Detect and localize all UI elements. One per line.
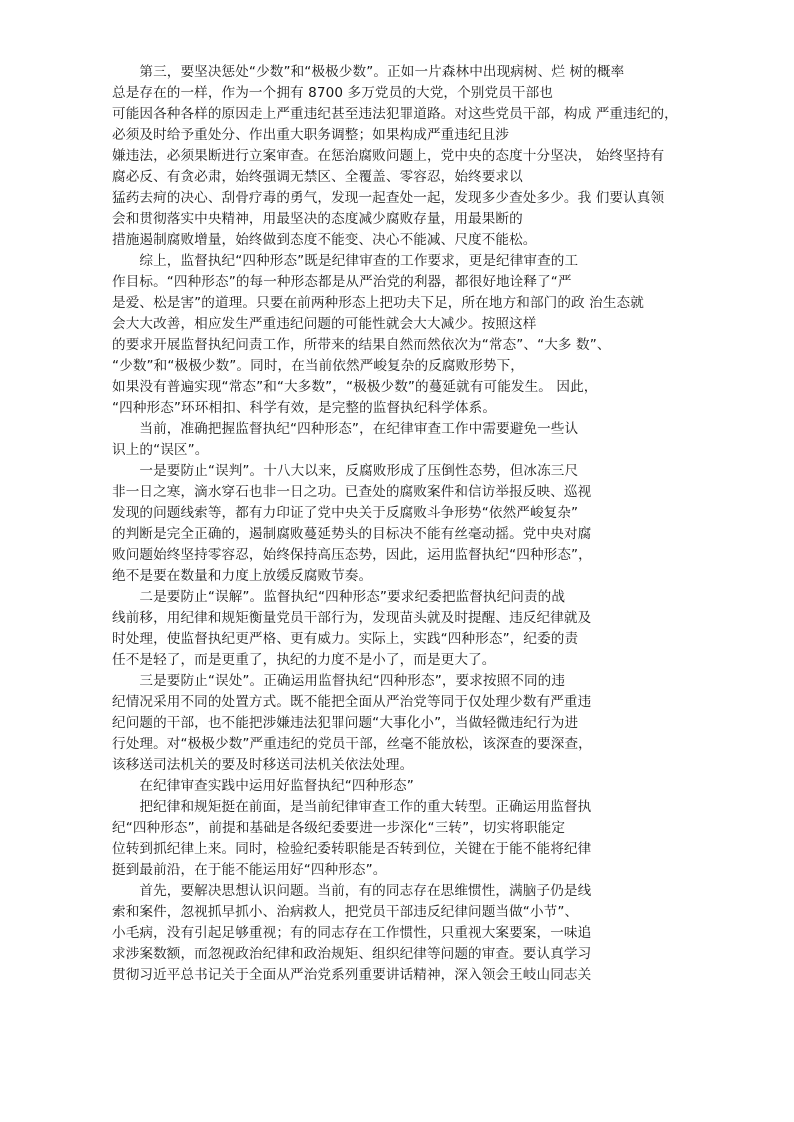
text-line: 非一日之寒，滴水穿石也非一日之功。已查处的腐败案件和信访举报反映、巡视 [112,484,592,500]
text-line: 二是要防止“误解”。监督执纪“四种形态”要求纪委把监督执纪问责的战 [112,589,566,605]
text-line: 会和贯彻落实中央精神，用最坚决的态度减少腐败存量，用最果断的 [112,211,523,227]
text-line: 综上，监督执纪“四种形态”既是纪律审查的工作要求，更是纪律审查的工 [112,253,579,269]
text-line: 可能因各种各样的原因走上严重违纪甚至违法犯罪道路。对这些党员干部，构成 严重违纪的， [112,106,678,122]
text-line: 求涉案数额，而忽视政治纪律和政治规矩、组织纪律等问题的审查。要认真学习 [112,946,592,962]
text-line: 线前移，用纪律和规矩衡量党员干部行为，发现苗头就及时提醒、违反纪律就及 [112,610,592,626]
text-line: 腐必反、有贪必肃，始终强调无禁区、全覆盖、零容忍，始终要求以 [112,169,523,185]
text-line: 如果没有普遍实现“常态”和“大多数”，“极极少数”的蔓延就有可能发生。 因此， [112,379,598,395]
text-line: 挺到最前沿，在于能不能运用好“四种形态”。 [112,862,387,878]
text-line: 第三，要坚决惩处“少数”和“极极少数”。正如一片森林中出现病树、烂 树的概率 [112,64,625,80]
text-line: “少数”和“极极少数”。同时，在当前依然严峻复杂的反腐败形势下， [112,358,524,374]
document-page [112,62,692,986]
text-line: 总是存在的一样，作为一个拥有 8700 多万党员的大党，个别党员干部也 [112,85,553,101]
text-line: 贯彻习近平总书记关于全面从严治党系列重要讲话精神，深入领会王岐山同志关 [112,967,592,983]
text-line: 绝不是要在数量和力度上放缓反腐败节奏。 [112,568,373,584]
text-line: 三是要防止“误处”。正确运用监督执纪“四种形态”，要求按照不同的违 [112,673,566,689]
text-line: 该移送司法机关的要及时移送司法机关依法处理。 [112,757,414,773]
text-line: 嫌违法，必须果断进行立案审查。在惩治腐败问题上，党中央的态度十分坚决， 始终坚持有 [112,148,665,164]
text-line: 的判断是完全正确的，遏制腐败蔓延势头的目标决不能有丝毫动摇。党中央对腐 [112,526,592,542]
text-line: 纪“四种形态”，前提和基础是各级纪委要进一步深化“三转”，切实将职能定 [112,820,566,836]
text-line: 纪情况采用不同的处置方式。既不能把全面从严治党等同于仅处理少数有严重违 [112,694,592,710]
text-line: 败问题始终坚持零容忍，始终保持高压态势，因此，运用监督执纪“四种形态”， [112,547,592,563]
text-line: 索和案件，忽视抓早抓小、治病救人，把党员干部违反纪律问题当做“小节”、 [112,904,579,920]
text-line: 识上的“误区”。 [112,442,209,458]
text-line: 小毛病，没有引起足够重视；有的同志存在工作惯性，只重视大案要案，一味追 [112,925,592,941]
text-line: 猛药去疴的决心、刮骨疗毒的勇气，发现一起查处一起，发现多少查处多少。我 们要认真领 [112,190,665,206]
text-line: 当前，准确把握监督执纪“四种形态”，在纪律审查工作中需要避免一些认 [112,421,579,437]
text-line: 一是要防止“误判”。十八大以来，反腐败形成了压倒性态势，但冰冻三尺 [112,463,579,479]
text-line: 时处理，使监督执纪更严格、更有威力。实际上，实践“四种形态”，纪委的责 [112,631,579,647]
text-line: 措施遏制腐败增量，始终做到态度不能变、决心不能减、尺度不能松。 [112,232,537,248]
text-line: 必须及时给予重处分、作出重大职务调整；如果构成严重违纪且涉 [112,127,510,143]
text-line: 行处理。对“极极少数”严重违纪的党员干部，丝毫不能放松，该深查的要深查， [112,736,592,752]
text-line: 任不是轻了，而是更重了，执纪的力度不是小了，而是更大了。 [112,652,496,668]
text-line: 位转到抓纪律上来。同时，检验纪委转职能是否转到位，关键在于能不能将纪律 [112,841,592,857]
text-line: 把纪律和规矩挺在前面，是当前纪律审查工作的重大转型。正确运用监督执 [112,799,592,815]
text-line: 的要求开展监督执纪问责工作，所带来的结果自然而然依次为“常态”、“大多 数”、 [112,337,611,353]
text-line: “四种形态”环环相扣、科学有效，是完整的监督执纪科学体系。 [112,400,497,416]
text-line: 是爱、松是害”的道理。只要在前两种形态上把功夫下足，所在地方和部门的政 治生态就 [112,295,644,311]
text-line: 纪问题的干部，也不能把涉嫌违法犯罪问题“大事化小”，当做轻微违纪行为进 [112,715,579,731]
text-line: 首先，要解决思想认识问题。当前，有的同志存在思维惯性，满脑子仍是线 [112,883,592,899]
text-line: 会大大改善，相应发生严重违纪问题的可能性就会大大减少。按照这样 [112,316,537,332]
text-line: 作目标。“四种形态”的每一种形态都是从严治党的利器，都很好地诠释了“严 [112,274,572,290]
text-line: 发现的问题线索等，都有力印证了党中央关于反腐败斗争形势“依然严峻复杂” [112,505,579,521]
section-heading: 在纪律审查实践中运用好监督执纪“四种形态” [112,778,414,794]
